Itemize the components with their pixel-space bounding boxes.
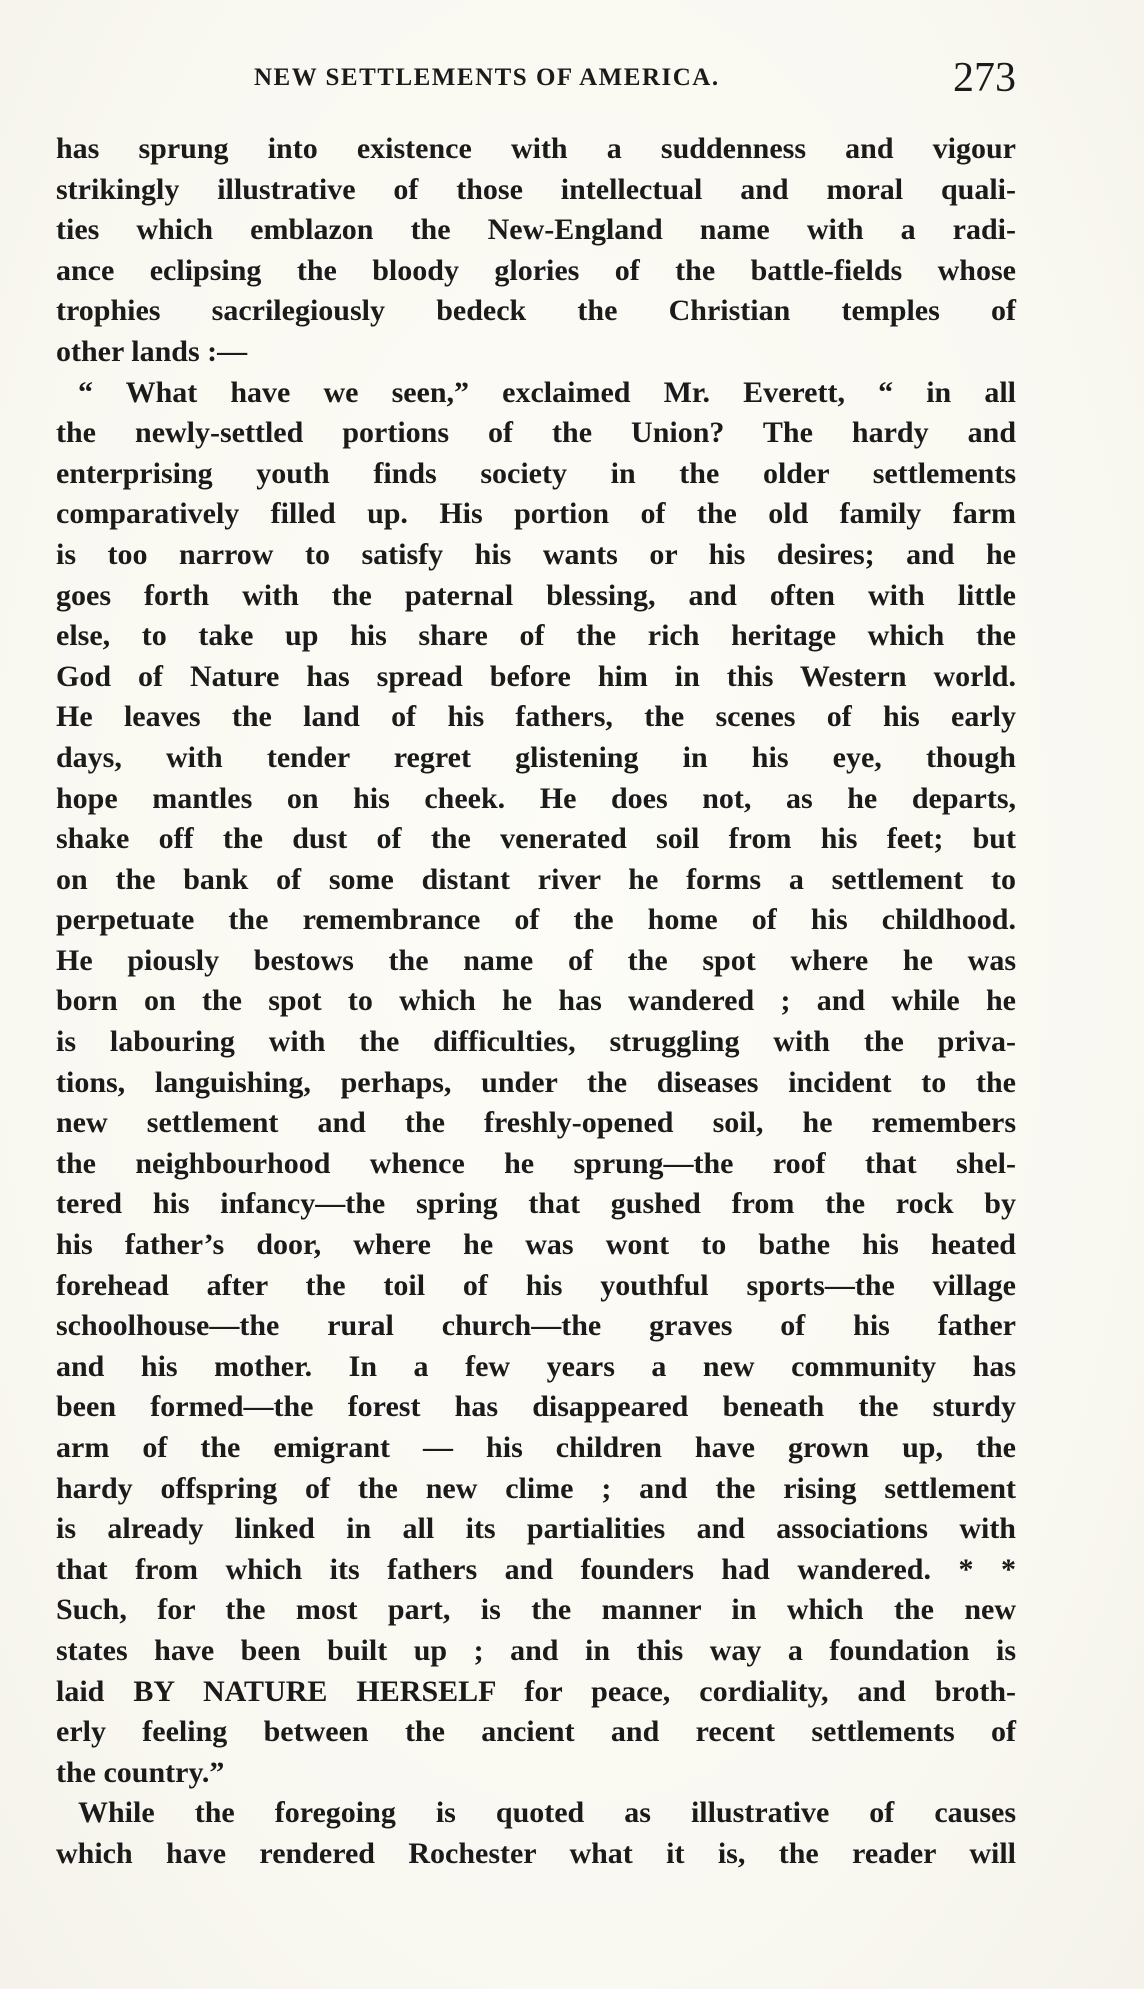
text-line: He piously bestows the name of the spot where he was: [56, 943, 1016, 977]
running-head: [56, 54, 1016, 104]
text-line: is labouring with the difficulties, struggling with the priva-: [56, 1025, 1016, 1059]
text-line: born on the spot to which he has wandered ; and while he: [56, 984, 1016, 1018]
text-line: ties which emblazon the New-England name with a radi-: [56, 213, 1016, 247]
text-line: is already linked in all its partialities and associations with: [56, 1512, 1016, 1546]
text-line: trophies sacrilegiously bedeck the Christian temples of: [56, 294, 1016, 328]
text-line: has sprung into existence with a suddenness and vigour: [56, 132, 1016, 165]
text-line: that from which its fathers and founders had wandered. * *: [56, 1552, 1016, 1586]
running-head-title: NEW SETTLEMENTS OF AMERICA.: [254, 64, 720, 91]
text-line: the newly-settled portions of the Union? The hardy and: [56, 416, 1016, 450]
text-line: is too narrow to satisfy his wants or his desires; and he: [56, 537, 1016, 571]
text-line: other lands :—: [56, 334, 248, 368]
text-line: arm of the emigrant — his children have grown up, the: [56, 1431, 1016, 1464]
text-line: been formed—the forest has disappeared beneath the sturdy: [56, 1390, 1016, 1424]
text-line: shake off the dust of the venerated soil from his feet; but: [56, 822, 1016, 856]
text-line: states have been built up ; and in this way a foundation is: [56, 1633, 1016, 1667]
text-line: enterprising youth finds society in the older settlements: [56, 456, 1016, 490]
text-line: strikingly illustrative of those intellectual and moral quali-: [56, 172, 1016, 206]
text-line: erly feeling between the ancient and recent settlements of: [56, 1715, 1016, 1749]
text-line: comparatively filled up. His portion of the old family farm: [56, 497, 1016, 531]
text-line: Such, for the most part, is the manner in which the new: [56, 1593, 1016, 1627]
text-line: new settlement and the freshly-opened soil, he remembers: [56, 1106, 1016, 1140]
text-line: “ What have we seen,” exclaimed Mr. Everett, “ in all: [78, 375, 1016, 409]
text-line: his father’s door, where he was wont to bathe his heated: [56, 1228, 1016, 1262]
text-line: tions, languishing, perhaps, under the diseases incident to the: [56, 1065, 1016, 1099]
text-line: forehead after the toil of his youthful sports—the village: [56, 1268, 1016, 1302]
text-line: else, to take up his share of the rich heritage which the: [56, 619, 1016, 653]
text-line: the country.”: [56, 1755, 225, 1789]
page-number: 273: [953, 55, 1016, 101]
text-line: days, with tender regret glistening in his eye, though: [56, 740, 1016, 774]
text-line: laid BY NATURE HERSELF for peace, cordiality, and broth-: [56, 1674, 1016, 1708]
text-line: schoolhouse—the rural church—the graves of his father: [56, 1309, 1016, 1343]
text-line: which have rendered Rochester what it is, the reader will: [56, 1836, 1016, 1870]
text-line: He leaves the land of his fathers, the scenes of his early: [56, 700, 1016, 734]
text-line: perpetuate the remembrance of the home of his childhood.: [56, 903, 1016, 937]
text-line: goes forth with the paternal blessing, and often with little: [56, 578, 1016, 612]
text-line: tered his infancy—the spring that gushed from the rock by: [56, 1187, 1016, 1221]
text-line: and his mother. In a few years a new community has: [56, 1349, 1016, 1383]
text-line: on the bank of some distant river he forms a settlement to: [56, 862, 1016, 896]
text-line: God of Nature has spread before him in this Western world.: [56, 659, 1016, 693]
text-line: hardy offspring of the new clime ; and the rising settlement: [56, 1471, 1016, 1505]
text-line: the neighbourhood whence he sprung—the roof that shel-: [56, 1146, 1016, 1180]
text-line: ance eclipsing the bloody glories of the battle-fields whose: [56, 253, 1016, 287]
body-text: [56, 129, 1016, 1875]
text-line: hope mantles on his cheek. He does not, as he departs,: [56, 781, 1016, 815]
text-line: While the foregoing is quoted as illustrative of causes: [78, 1796, 1016, 1830]
